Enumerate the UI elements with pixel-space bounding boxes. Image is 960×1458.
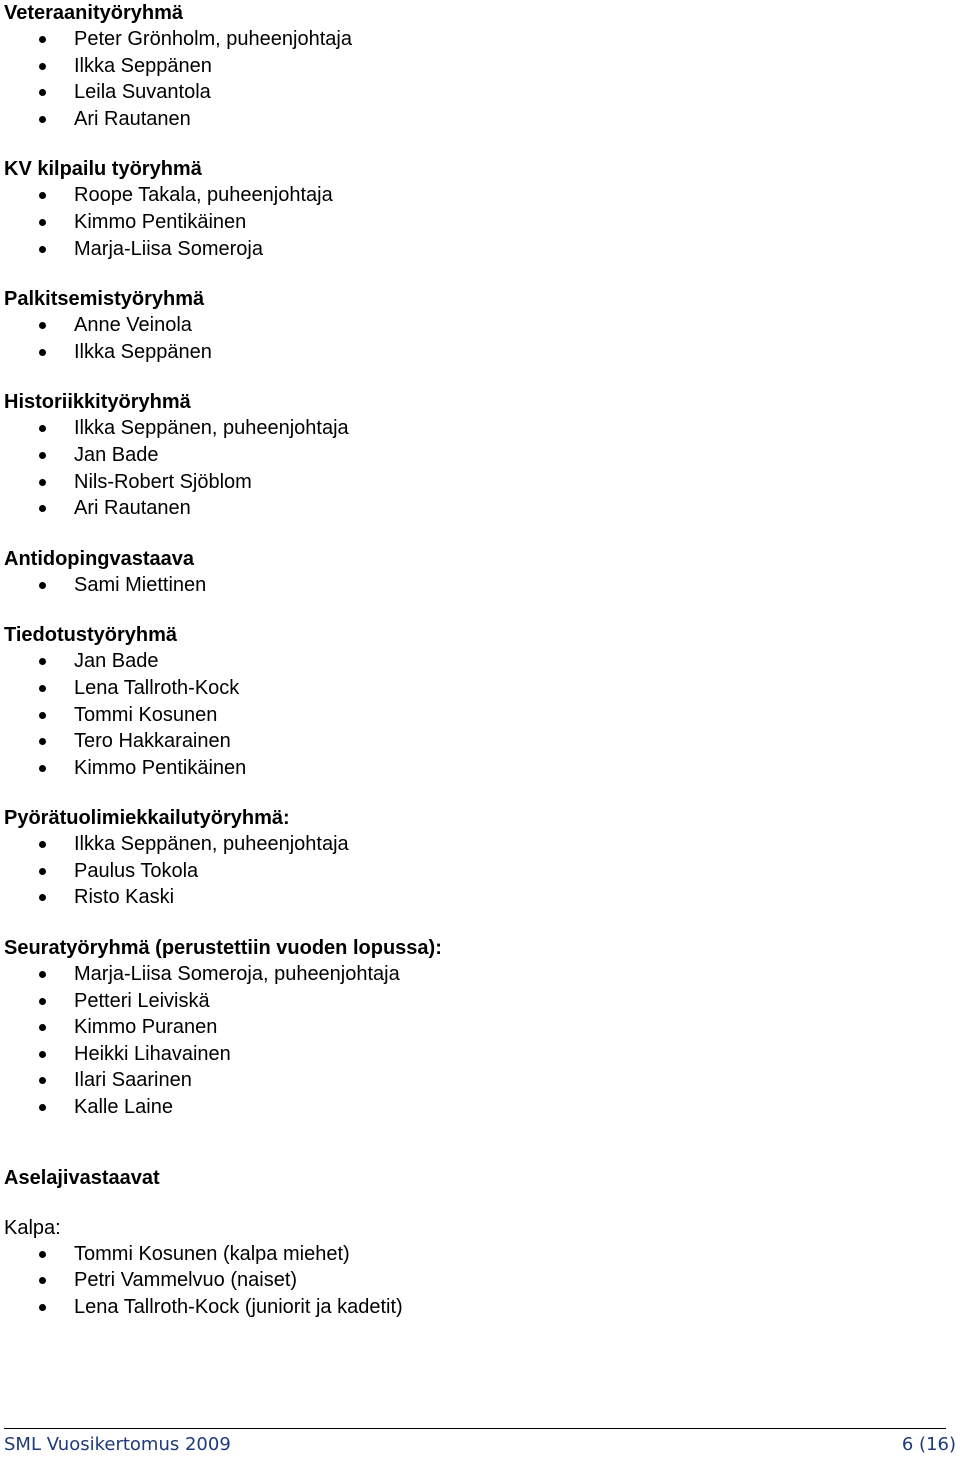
list-item-text: Ilkka Seppänen, puheenjohtaja (74, 833, 349, 856)
bullet-icon (39, 246, 46, 253)
bullet-icon (39, 1304, 46, 1311)
list-item (4, 1014, 954, 1041)
bullet-icon (39, 1077, 46, 1084)
bullet-icon (39, 868, 46, 875)
list-item (4, 1067, 954, 1094)
working-groups (4, 0, 954, 1121)
list-item-text: Nils-Robert Sjöblom (74, 470, 252, 493)
list-item-text: Sami Miettinen (74, 573, 207, 596)
bullet-icon (39, 712, 46, 719)
bullet-icon (39, 765, 46, 772)
list-item-text: Petteri Leiviskä (74, 989, 210, 1012)
bullet-icon (39, 1277, 46, 1284)
bullet-icon (39, 63, 46, 70)
section-heading: Pyörätuolimiekkailutyöryhmä: (4, 807, 290, 830)
list-item (4, 728, 954, 755)
list-item (4, 858, 954, 885)
section (4, 286, 954, 365)
list-item-text: Tommi Kosunen (kalpa miehet) (74, 1242, 350, 1265)
subheading: Kalpa: (4, 1216, 61, 1239)
list-item (4, 961, 954, 988)
list-item-text: Kimmo Pentikäinen (74, 756, 247, 779)
bullet-icon (39, 582, 46, 589)
list-item (4, 884, 954, 911)
list-item (4, 495, 954, 522)
bullet-icon (39, 192, 46, 199)
list-item-text: Jan Bade (74, 650, 159, 673)
document-body (4, 0, 954, 1320)
bullet-icon (39, 322, 46, 329)
list-item (4, 1241, 954, 1268)
list-item-text: Kimmo Puranen (74, 1016, 218, 1039)
list-item-text: Ilkka Seppänen, puheenjohtaja (74, 417, 349, 440)
bullet-icon (39, 36, 46, 43)
list-item-text: Ari Rautanen (74, 497, 191, 520)
list-item-text: Marja-Liisa Someroja (74, 237, 263, 260)
list-item (4, 26, 954, 53)
list-item (4, 209, 954, 236)
section (4, 156, 954, 262)
section (4, 0, 954, 132)
list-item-text: Ilkka Seppänen (74, 340, 212, 363)
bullet-icon (39, 1051, 46, 1058)
list-item (4, 648, 954, 675)
bullet-icon (39, 738, 46, 745)
list-item (4, 53, 954, 80)
section-heading: Veteraanityöryhmä (4, 2, 183, 24)
page-number: 6 (16) (901, 1434, 956, 1455)
bullet-icon (39, 685, 46, 692)
list-item-text: Ari Rautanen (74, 107, 191, 130)
list-item (4, 572, 954, 599)
section (4, 935, 954, 1121)
list-item (4, 339, 954, 366)
bullet-icon (39, 1251, 46, 1258)
aselaji-list (4, 1241, 954, 1321)
section-heading: Aselajivastaavat (4, 1166, 160, 1189)
list-item-text: Peter Grönholm, puheenjohtaja (74, 28, 352, 50)
section-heading: Tiedotustyöryhmä (4, 624, 177, 647)
list-item (4, 831, 954, 858)
list-item-text: Anne Veinola (74, 314, 192, 337)
list-item-text: Jan Bade (74, 443, 159, 466)
section-heading: KV kilpailu työryhmä (4, 158, 202, 181)
bullet-icon (39, 998, 46, 1005)
list-item-text: Paulus Tokola (74, 859, 199, 882)
bullet-icon (39, 425, 46, 432)
section-heading: Seuratyöryhmä (perustettiin vuoden lopussa): (4, 937, 442, 960)
list-item (4, 79, 954, 106)
bullet-icon (39, 658, 46, 665)
bullet-icon (39, 452, 46, 459)
list-item-text: Roope Takala, puheenjohtaja (74, 184, 333, 207)
member-list (4, 26, 954, 132)
bullet-icon (39, 1104, 46, 1111)
member-list (4, 831, 954, 911)
list-item-text: Kimmo Pentikäinen (74, 210, 247, 233)
list-item (4, 182, 954, 209)
bullet-icon (39, 479, 46, 486)
list-item (4, 1094, 954, 1121)
page-footer (0, 1424, 960, 1458)
list-item-text: Petri Vammelvuo (naiset) (74, 1269, 298, 1292)
list-item (4, 312, 954, 339)
section-heading: Historiikkityöryhmä (4, 391, 191, 414)
section-heading: Palkitsemistyöryhmä (4, 288, 205, 311)
list-item-text: Tero Hakkarainen (74, 730, 231, 753)
list-item (4, 236, 954, 263)
list-item (4, 1294, 954, 1321)
list-item-text: Ilkka Seppänen (74, 54, 212, 77)
list-item (4, 442, 954, 469)
list-item-text: Ilari Saarinen (74, 1069, 192, 1092)
list-item (4, 702, 954, 729)
section (4, 805, 954, 911)
member-list (4, 415, 954, 521)
list-item-text: Tommi Kosunen (74, 703, 218, 726)
section (4, 389, 954, 521)
list-item-text: Marja-Liisa Someroja, puheenjohtaja (74, 963, 400, 986)
list-item (4, 1041, 954, 1068)
list-item (4, 1267, 954, 1294)
bullet-icon (39, 894, 46, 901)
list-item (4, 469, 954, 496)
section (4, 622, 954, 781)
bullet-icon (39, 116, 46, 123)
section-heading: Antidopingvastaava (4, 547, 195, 570)
member-list (4, 312, 954, 365)
bullet-icon (39, 505, 46, 512)
bullet-icon (39, 841, 46, 848)
list-item-text: Heikki Lihavainen (74, 1042, 231, 1065)
bullet-icon (39, 1024, 46, 1031)
list-item (4, 988, 954, 1015)
footer-rule (4, 1428, 946, 1429)
list-item (4, 675, 954, 702)
list-item (4, 106, 954, 133)
bullet-icon (39, 89, 46, 96)
aselaji-section (4, 1165, 954, 1321)
member-list (4, 182, 954, 262)
bullet-icon (39, 219, 46, 226)
member-list (4, 648, 954, 781)
list-item-text: Lena Tallroth-Kock (74, 676, 240, 699)
bullet-icon (39, 349, 46, 356)
list-item (4, 755, 954, 782)
list-item (4, 415, 954, 442)
member-list (4, 572, 954, 599)
list-item-text: Lena Tallroth-Kock (juniorit ja kadetit) (74, 1295, 403, 1318)
footer-title: SML Vuosikertomus 2009 (4, 1434, 231, 1455)
member-list (4, 961, 954, 1121)
list-item-text: Kalle Laine (74, 1096, 173, 1119)
section (4, 546, 954, 599)
list-item-text: Leila Suvantola (74, 81, 211, 104)
list-item-text: Risto Kaski (74, 886, 175, 909)
bullet-icon (39, 971, 46, 978)
